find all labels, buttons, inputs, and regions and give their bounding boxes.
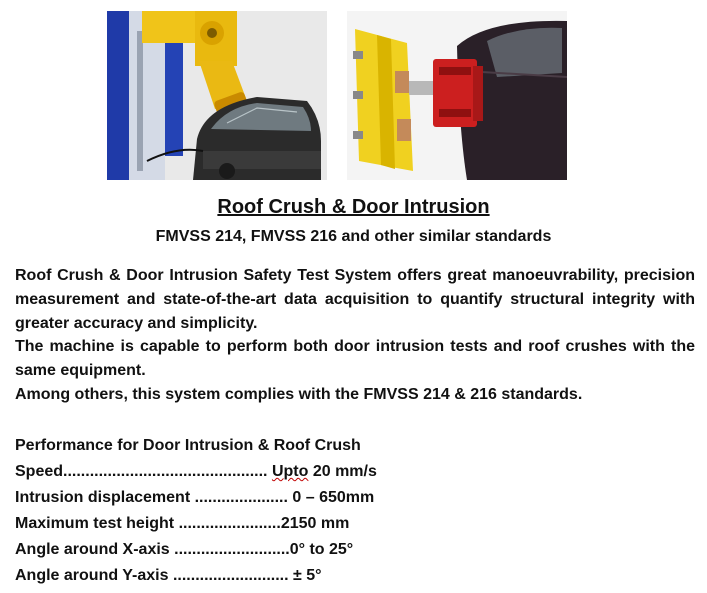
standards-subtitle: FMVSS 214, FMVSS 216 and other similar standards — [155, 228, 552, 245]
spec-label: Angle around Y-axis — [15, 567, 173, 584]
spec-value-prefix: Upto — [271, 463, 309, 480]
spec-row-speed — [15, 459, 695, 485]
spec-value: 2150 mm — [280, 515, 350, 532]
performance-spec-list — [15, 433, 695, 589]
roof-crush-photo — [107, 11, 327, 180]
performance-heading: Performance for Door Intrusion & Roof Crush — [15, 437, 361, 454]
door-intrusion-photo — [347, 11, 567, 180]
spec-label: Intrusion displacement — [15, 489, 195, 506]
spec-leader-dots: ..................... — [194, 489, 288, 506]
description-paragraph: Roof Crush & Door Intrusion Safety Test System offers great manoeuvrability, precision measurement and state-of-the-art data acquisition to quantify structural integrity with greater accuracy and simplicity. — [15, 267, 695, 332]
spec-value: 0 – 650mm — [292, 489, 375, 506]
spec-label: Speed — [15, 463, 64, 480]
spec-leader-dots: .......................... — [174, 541, 290, 558]
spec-leader-dots: .......................... — [172, 567, 289, 584]
spec-row-angle-y — [15, 563, 695, 589]
description-paragraph: Among others, this system complies with the FMVSS 214 & 216 standards. — [15, 385, 583, 403]
description-paragraph: The machine is capable to perform both door intrusion tests and roof crushes with the same equipment. — [15, 338, 695, 380]
spec-row-intrusion-displacement — [15, 485, 695, 511]
description — [15, 264, 695, 407]
spec-value: ± 5° — [293, 567, 322, 584]
page-title: Roof Crush & Door Intrusion — [217, 196, 490, 218]
spec-row-angle-x — [15, 537, 695, 563]
spec-value: 0° to 25° — [289, 541, 354, 558]
spec-label: Maximum test height — [15, 515, 179, 532]
spec-leader-dots: .............................................. — [63, 463, 268, 480]
spec-leader-dots: ....................... — [178, 515, 281, 532]
spec-row-max-test-height — [15, 511, 695, 537]
spec-value: 20 mm/s — [308, 463, 377, 480]
spec-label: Angle around X-axis — [15, 541, 175, 558]
